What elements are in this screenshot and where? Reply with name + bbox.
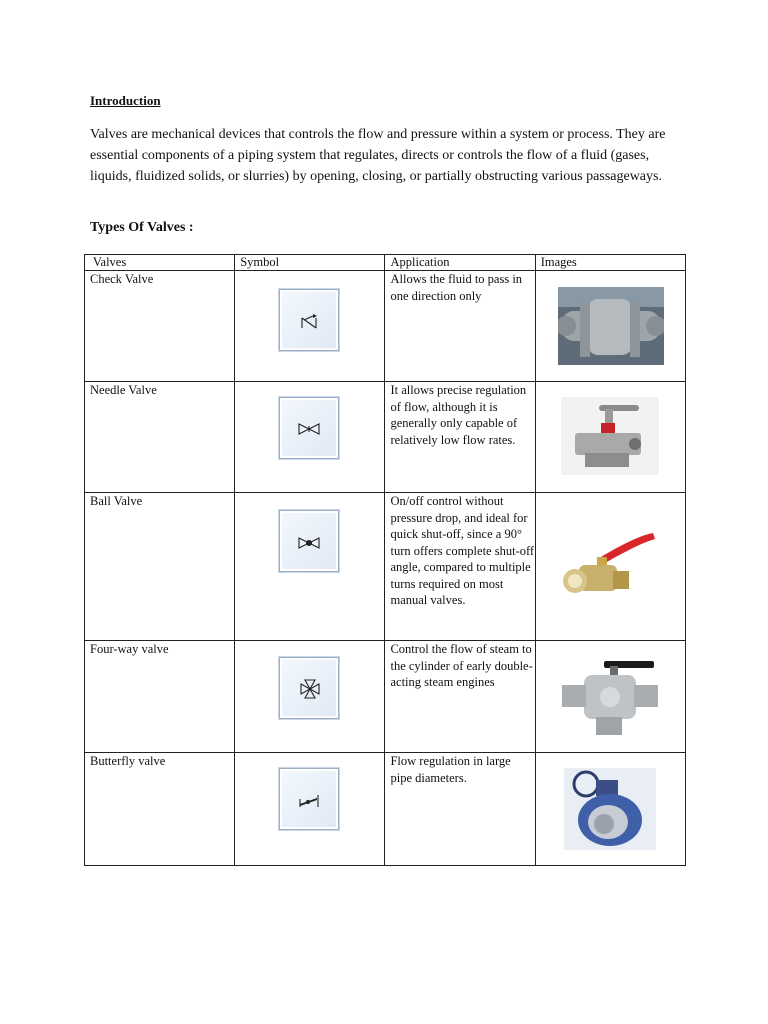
four-way-valve-photo [556, 657, 662, 739]
check-valve-symbol-icon [279, 289, 339, 351]
valve-name: Butterfly valve [85, 753, 235, 866]
header-valves: Valves [85, 255, 235, 271]
table-row [85, 382, 686, 493]
valves-table [84, 254, 686, 866]
header-application: Application [385, 255, 535, 271]
valve-name: Ball Valve [85, 493, 235, 641]
header-symbol: Symbol [235, 255, 385, 271]
needle-valve-symbol-icon [279, 397, 339, 459]
application-text: On/off control without pressure drop, and ideal for quick shut-off, since a 90° turn offers complete shut-off angle, compared to multiple turns required on most manual valves. [385, 493, 535, 641]
table-row [85, 271, 686, 382]
valve-name: Needle Valve [85, 382, 235, 493]
butterfly-valve-photo [564, 768, 656, 850]
symbol-cell [235, 493, 385, 641]
application-text: Allows the fluid to pass in one direction only [385, 271, 535, 382]
needle-valve-photo [561, 397, 659, 475]
table-row [85, 493, 686, 641]
symbol-cell [235, 382, 385, 493]
butterfly-valve-symbol-icon [279, 768, 339, 830]
valve-name: Check Valve [85, 271, 235, 382]
intro-paragraph: Valves are mechanical devices that controls the flow and pressure within a system or process. They are essential components of a piping system that regulates, directs or controls the flow of a fluid (gases, liquids, fluidized solids, or slurries) by opening, closing, or partially obstructing various passageways. [90, 127, 666, 184]
header-images: Images [535, 255, 685, 271]
table-row [85, 641, 686, 753]
symbol-cell [235, 271, 385, 382]
image-cell [535, 641, 685, 753]
application-text: Flow regulation in large pipe diameters. [385, 753, 535, 866]
image-cell [535, 493, 685, 641]
image-cell [535, 271, 685, 382]
check-valve-photo [558, 287, 664, 365]
types-subheading: Types Of Valves : [90, 220, 194, 235]
table-header-row [85, 255, 686, 271]
valve-name: Four-way valve [85, 641, 235, 753]
application-text: Control the flow of steam to the cylinder of early double-acting steam engines [385, 641, 535, 753]
application-text: It allows precise regulation of flow, although it is generally only capable of relatively low flow rates. [385, 382, 535, 493]
image-cell [535, 753, 685, 866]
image-cell [535, 382, 685, 493]
four-way-valve-symbol-icon [279, 657, 339, 719]
symbol-cell [235, 641, 385, 753]
ball-valve-symbol-icon [279, 510, 339, 572]
section-heading: Introduction [90, 93, 161, 108]
table-row [85, 753, 686, 866]
ball-valve-photo [561, 527, 661, 609]
symbol-cell [235, 753, 385, 866]
